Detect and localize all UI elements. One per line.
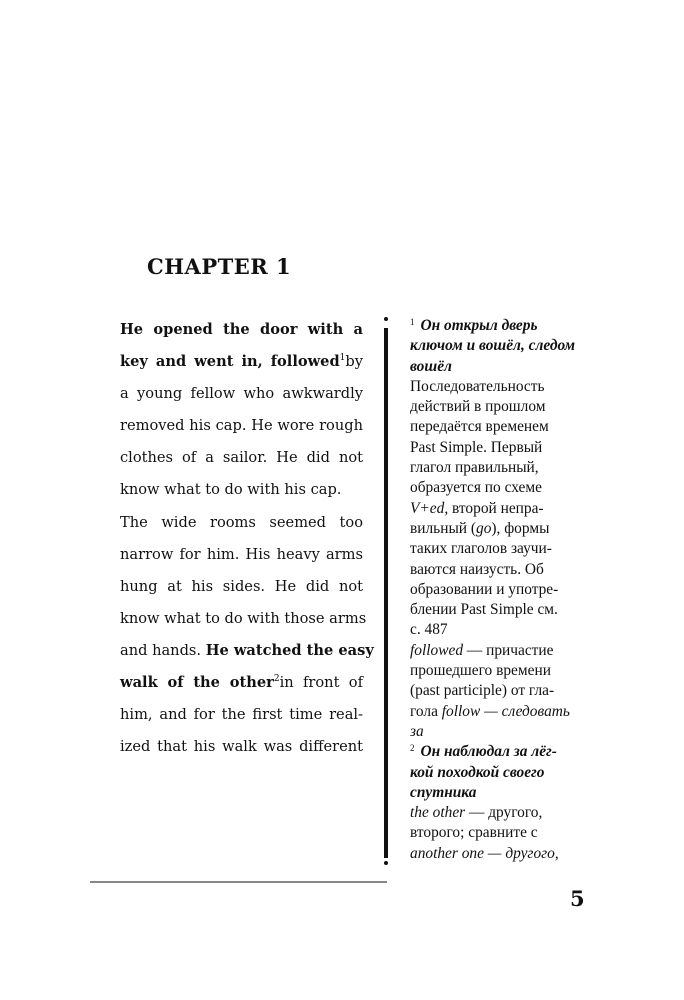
text-segment: блении Past Simple см. <box>410 601 558 619</box>
footnote-line <box>410 620 590 640</box>
text-segment: another one — другого, <box>410 844 559 862</box>
footnote-line <box>410 600 590 620</box>
text-segment: him, and for the first time real- <box>120 706 363 724</box>
text-segment: hung at his sides. He did not <box>120 577 363 595</box>
text-segment: and hands. <box>120 641 206 659</box>
text-segment: — причастие <box>463 641 554 659</box>
text-line <box>120 314 363 346</box>
footnote-line <box>410 844 590 864</box>
text-segment: Он наблюдал за лёг- <box>420 743 557 761</box>
text-segment: Последовательность <box>410 377 545 395</box>
footnote-line <box>410 722 590 742</box>
footnote-line <box>410 823 590 843</box>
text-segment: go <box>476 519 492 537</box>
footnote-line <box>410 702 590 722</box>
footnote-line <box>410 641 590 661</box>
footnote-line <box>410 763 590 783</box>
footnote-line <box>410 478 590 498</box>
bottom-rule <box>90 881 387 883</box>
text-segment: He watched the easy <box>205 641 374 659</box>
footnote-marker: 2 <box>273 674 280 685</box>
text-segment: know what to do with those arms <box>120 609 367 627</box>
text-segment: за <box>410 722 424 740</box>
text-segment: clothes of a sailor. He did not <box>120 449 363 467</box>
footnote-line <box>410 357 590 377</box>
footnote-line <box>410 397 590 417</box>
text-segment: walk of the other <box>120 674 274 692</box>
text-segment: Past Simple. Первый <box>410 438 543 456</box>
text-segment: образовании и употре- <box>410 580 559 598</box>
column-separator <box>384 328 388 858</box>
text-segment: He opened the door with a <box>120 321 363 338</box>
text-segment: второго; сравните с <box>410 824 538 842</box>
footnote-line <box>410 539 590 559</box>
text-line <box>120 378 363 410</box>
text-segment: by <box>345 353 363 371</box>
footnote-line <box>410 661 590 681</box>
text-line <box>120 699 363 731</box>
text-line <box>120 539 363 571</box>
separator-dot-top <box>384 317 388 321</box>
footnote-line <box>410 742 590 762</box>
text-segment: followed <box>410 641 464 659</box>
footnote-line <box>410 560 590 580</box>
text-segment: follow — следовать <box>441 702 570 720</box>
chapter-title: CHAPTER 1 <box>147 254 292 279</box>
text-segment: таких глаголов заучи- <box>410 540 552 558</box>
text-line <box>120 442 363 474</box>
text-line <box>120 667 363 699</box>
footnote-line <box>410 316 590 336</box>
text-segment: с. 487 <box>410 621 448 639</box>
text-segment: спутника <box>410 783 477 801</box>
text-line <box>120 731 363 763</box>
text-segment: The wide rooms seemed too <box>120 513 363 531</box>
footnote-line <box>410 783 590 803</box>
footnote-marker: 2 <box>410 743 415 754</box>
text-line <box>120 346 363 378</box>
footnote-line <box>410 377 590 397</box>
footnotes <box>410 316 590 864</box>
text-segment: a young fellow who awkwardly <box>120 385 363 403</box>
text-segment: removed his cap. He wore rough <box>120 417 363 435</box>
footnote-line <box>410 336 590 356</box>
text-segment: гола <box>410 702 442 720</box>
text-segment: образуется по схеме <box>410 479 542 497</box>
text-line <box>120 474 363 506</box>
text-segment: know what to do with his cap. <box>120 481 342 499</box>
text-segment: ключом и вошёл, следом <box>410 337 576 355</box>
footnote-line <box>410 438 590 458</box>
footnote-line <box>410 458 590 478</box>
text-line <box>120 410 363 442</box>
main-text <box>120 314 374 763</box>
page-number: 5 <box>570 886 585 911</box>
text-segment: кой походкой своего <box>410 763 545 781</box>
text-segment: второй непра- <box>448 499 544 517</box>
text-segment: глагол правильный, <box>410 459 539 477</box>
text-segment: V+ed, <box>410 499 449 517</box>
separator-dot-bottom <box>384 861 388 865</box>
text-segment: ваются наизусть. Об <box>410 560 544 578</box>
text-segment: — другого, <box>465 804 543 822</box>
footnote-line <box>410 417 590 437</box>
footnote-line <box>410 519 590 539</box>
text-segment: ), формы <box>491 519 550 537</box>
text-line <box>120 571 363 603</box>
text-line <box>120 635 374 667</box>
footnote-line <box>410 499 590 519</box>
text-segment: (past participle) от гла- <box>410 682 555 700</box>
footnote-line <box>410 803 590 823</box>
text-segment: Он открыл дверь <box>420 317 538 334</box>
text-segment: действий в прошлом <box>410 398 546 416</box>
text-segment: key and went in, followed <box>120 353 340 371</box>
text-segment: narrow for him. His heavy arms <box>120 545 363 563</box>
text-line <box>120 603 367 635</box>
footnote-line <box>410 580 590 600</box>
text-segment: in front of <box>279 674 363 692</box>
text-segment: вошёл <box>410 357 452 375</box>
footnote-marker: 1 <box>339 353 346 364</box>
text-segment: ized that his walk was different <box>120 738 363 756</box>
text-segment: the other <box>410 804 466 822</box>
footnote-marker: 1 <box>410 317 415 327</box>
footnote-line <box>410 681 590 701</box>
text-segment: прошедшего времени <box>410 662 551 680</box>
text-segment: передаётся временем <box>410 418 549 436</box>
text-segment: вильный ( <box>410 519 476 537</box>
text-line <box>120 507 363 539</box>
